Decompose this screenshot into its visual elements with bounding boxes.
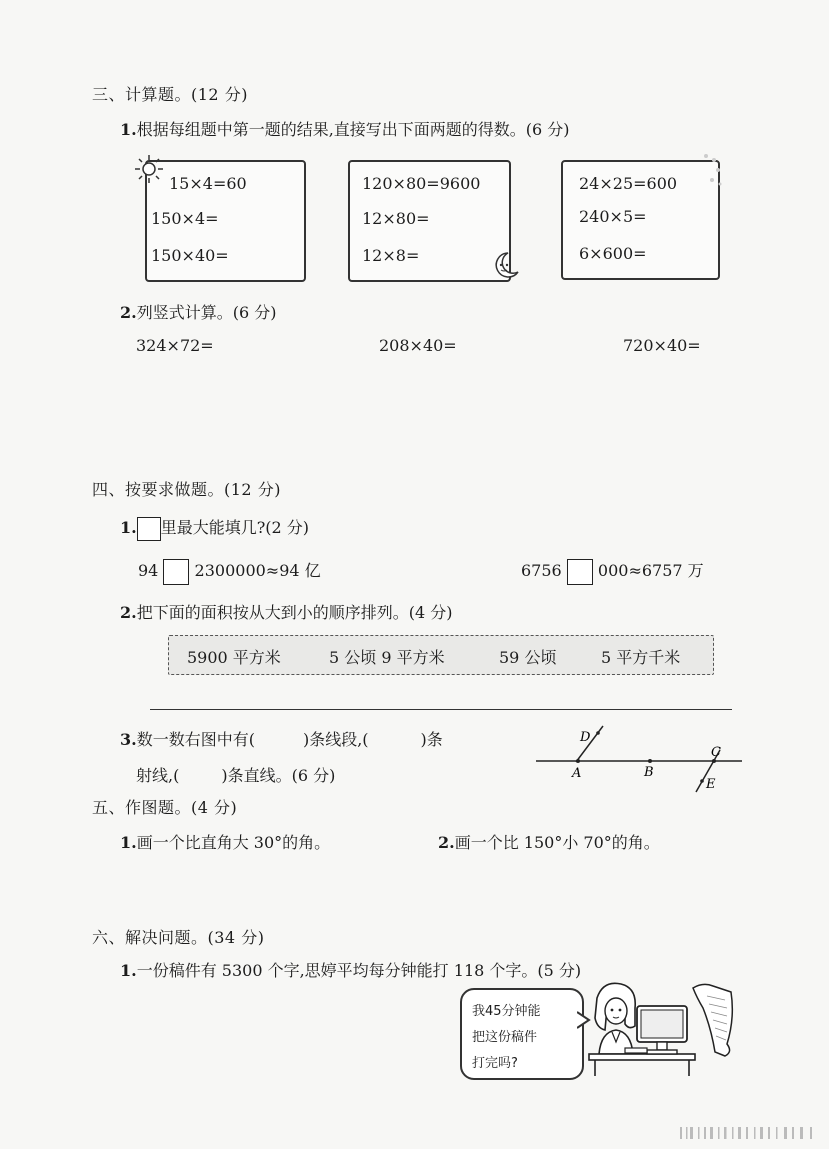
dots-decoration-icon: [698, 150, 728, 190]
calc-item: 12×80=: [362, 209, 430, 228]
question-number: 2.: [120, 303, 137, 322]
moon-icon: [488, 250, 522, 280]
fill-answer-box[interactable]: [567, 559, 593, 585]
calc-item: 150×40=: [151, 246, 229, 265]
question-text: 一份稿件有 5300 个字,思婷平均每分钟能打 118 个字。(5 分): [136, 961, 582, 980]
label-b: B: [644, 765, 654, 780]
label-d: D: [580, 730, 591, 745]
question-number: 1.: [120, 961, 137, 980]
speech-bubble: [460, 988, 584, 1080]
calc-group-1: [145, 160, 306, 282]
question-number: 3.: [120, 730, 137, 749]
fill-suffix: 000≈6757 万: [597, 561, 704, 580]
question-text: 根据每组题中第一题的结果,直接写出下面两题的得数。(6 分): [136, 120, 570, 139]
area-item: 5900 平方米: [187, 648, 281, 667]
fill-item-2: [521, 558, 704, 585]
question-4-1: [120, 515, 309, 541]
question-text: 里最大能填几?(2 分): [160, 518, 310, 537]
calc-item: 150×4=: [151, 209, 219, 228]
vertical-calc-2: 208×40=: [379, 336, 457, 355]
bubble-line: 把这份稿件: [472, 1030, 538, 1045]
question-number: 2.: [120, 603, 137, 622]
question-text: )条: [420, 730, 443, 749]
label-a: A: [572, 766, 582, 781]
bubble-line: 打完吗?: [472, 1056, 518, 1071]
question-text: )条直线。(6 分): [221, 766, 336, 785]
question-text: 射线,(: [136, 766, 180, 785]
area-item: 5 平方千米: [601, 648, 681, 667]
calc-item: 120×80=9600: [362, 174, 481, 193]
bubble-line: 我45分钟能: [472, 1004, 541, 1019]
answer-box: [137, 517, 161, 541]
fill-prefix: 6756: [521, 561, 562, 580]
question-text: )条线段,(: [302, 730, 369, 749]
section-6-title: 六、解决问题。(34 分): [92, 928, 265, 947]
question-number: 2.: [438, 833, 455, 852]
area-item: 5 公顷 9 平方米: [329, 648, 445, 667]
question-5-1: [120, 830, 330, 853]
calc-item: 12×8=: [362, 246, 420, 265]
calc-item: 240×5=: [579, 207, 647, 226]
calc-group-2: [348, 160, 511, 282]
fill-prefix: 94: [138, 561, 159, 580]
question-6-1: [120, 958, 581, 981]
question-text: 画一个比直角大 30°的角。: [136, 833, 331, 852]
vertical-calc-1: 324×72=: [136, 336, 214, 355]
line-diagram: [530, 722, 750, 798]
section-3-title: 三、计算题。(12 分): [92, 85, 248, 104]
calc-item: 15×4=60: [169, 174, 247, 193]
answer-line: [150, 709, 732, 710]
section-4-title: 四、按要求做题。(12 分): [92, 480, 281, 499]
question-4-2: [120, 600, 452, 623]
label-e: E: [706, 777, 716, 792]
question-3-1: [120, 117, 570, 140]
calc-item: 24×25=600: [579, 174, 678, 193]
question-text: 列竖式计算。(6 分): [136, 303, 277, 322]
question-number: 1.: [120, 833, 137, 852]
question-number: 1.: [120, 518, 137, 537]
area-item: 59 公顷: [499, 648, 557, 667]
girl-typing-illustration: [585, 978, 745, 1078]
sun-icon: [132, 152, 168, 186]
scan-mark-decoration: [676, 1124, 824, 1142]
question-text: 画一个比 150°小 70°的角。: [454, 833, 660, 852]
fill-answer-box[interactable]: [163, 559, 189, 585]
question-4-3: [120, 727, 443, 750]
fill-suffix: 2300000≈94 亿: [194, 561, 321, 580]
question-number: 1.: [120, 120, 137, 139]
calc-item: 6×600=: [579, 244, 647, 263]
section-5-title: 五、作图题。(4 分): [92, 798, 238, 817]
area-list-box: [168, 635, 714, 675]
label-c: C: [711, 745, 721, 760]
calc-group-3: [561, 160, 720, 280]
question-5-2: [438, 830, 660, 853]
vertical-calc-3: 720×40=: [623, 336, 701, 355]
question-3-2: [120, 300, 276, 323]
question-text: 数一数右图中有(: [136, 730, 255, 749]
question-text: 把下面的面积按从大到小的顺序排列。(4 分): [136, 603, 453, 622]
question-4-3-line2: [136, 763, 335, 786]
fill-item-1: [138, 558, 321, 585]
